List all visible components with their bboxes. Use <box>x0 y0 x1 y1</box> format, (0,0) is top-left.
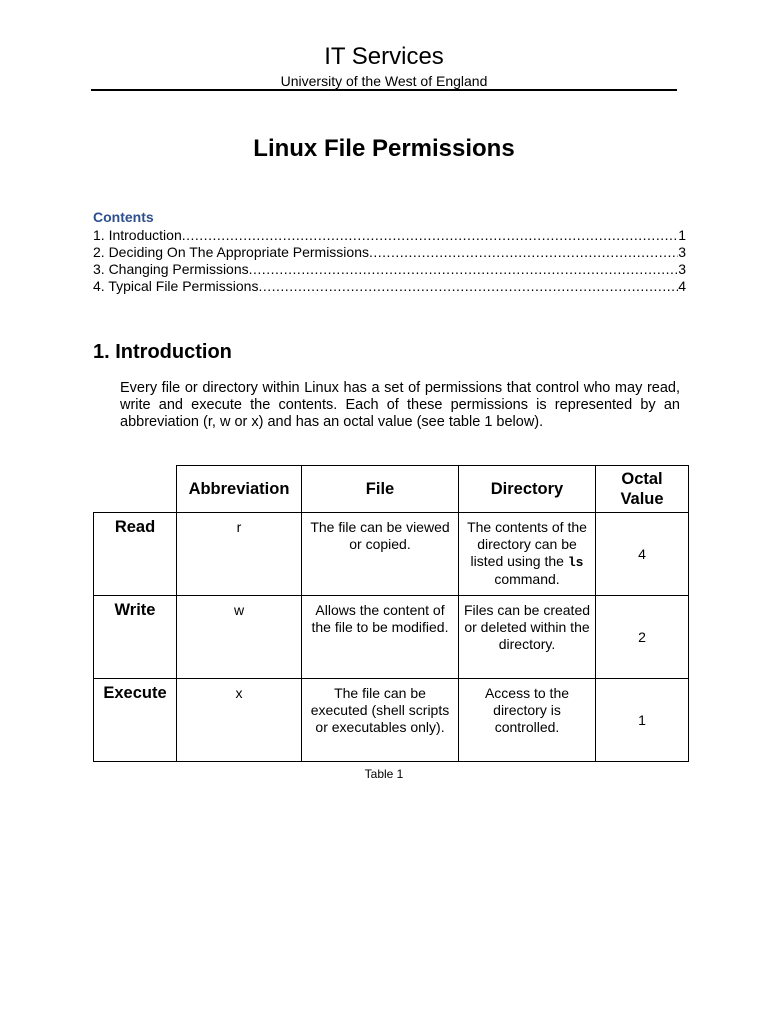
section-heading-introduction: 1. Introduction <box>93 341 232 363</box>
column-header-abbreviation: Abbreviation <box>177 466 302 513</box>
cell-directory: Files can be created or deleted within the directory. <box>459 596 596 679</box>
toc-entry-text: 2. Deciding On The Appropriate Permissions <box>93 244 369 260</box>
table-row-write <box>94 596 689 679</box>
toc-leader-dots <box>369 244 678 261</box>
toc-entry-page: 3 <box>678 244 686 260</box>
contents-heading: Contents <box>93 209 154 225</box>
table-row-execute <box>94 679 689 762</box>
cell-directory <box>459 513 596 596</box>
toc-leader-dots <box>249 261 679 278</box>
table-header-row <box>94 466 689 513</box>
cell-directory-text: The contents of the directory can be listed using the <box>467 519 587 569</box>
toc-entry-page: 3 <box>678 261 686 277</box>
cell-directory-text-end: command. <box>494 571 560 587</box>
row-header-execute: Execute <box>94 679 177 762</box>
toc-entry-changing[interactable] <box>93 261 686 278</box>
header-subtitle: University of the West of England <box>280 73 488 89</box>
toc-leader-dots <box>182 227 678 244</box>
cell-abbreviation: w <box>177 596 302 679</box>
toc-entry-deciding[interactable] <box>93 244 686 261</box>
cell-file: The file can be executed (shell scripts or executables only). <box>302 679 459 762</box>
toc-entry-typical[interactable] <box>93 278 686 295</box>
column-header-directory: Directory <box>459 466 596 513</box>
toc-entry-text: 4. Typical File Permissions <box>93 278 259 294</box>
row-header-write: Write <box>94 596 177 679</box>
cell-abbreviation: r <box>177 513 302 596</box>
toc-leader-dots <box>258 278 678 295</box>
cell-file: Allows the content of the file to be modified. <box>302 596 459 679</box>
column-header-file: File <box>302 466 459 513</box>
page-header <box>0 42 768 90</box>
cell-directory: Access to the directory is controlled. <box>459 679 596 762</box>
table-caption: Table 1 <box>364 767 404 781</box>
toc-entry-page: 1 <box>678 227 686 243</box>
header-title: IT Services <box>324 43 444 70</box>
toc-entry-introduction[interactable] <box>93 227 686 244</box>
table-row-read <box>94 513 689 596</box>
intro-paragraph: Every file or directory within Linux has a set of permissions that control who may read, write and execute the contents. Each of these permissions is represented by an abbreviation (r, w or x) and has an octal value (see table 1 below). <box>120 380 680 430</box>
cell-octal-value: 1 <box>596 679 689 762</box>
toc-entry-page: 4 <box>678 278 686 294</box>
toc-entry-text: 1. Introduction <box>93 227 182 243</box>
cell-octal-value: 2 <box>596 596 689 679</box>
table-of-contents <box>93 227 686 295</box>
document-title: Linux File Permissions <box>253 135 515 162</box>
column-header-octal-value: Octal Value <box>596 466 689 513</box>
cell-file: The file can be viewed or copied. <box>302 513 459 596</box>
toc-entry-text: 3. Changing Permissions <box>93 261 249 277</box>
row-header-read: Read <box>94 513 177 596</box>
ls-command-code: ls <box>567 555 584 570</box>
table-corner-cell <box>94 466 177 513</box>
cell-abbreviation: x <box>177 679 302 762</box>
cell-octal-value: 4 <box>596 513 689 596</box>
permissions-table <box>93 465 689 762</box>
header-divider <box>91 89 677 91</box>
